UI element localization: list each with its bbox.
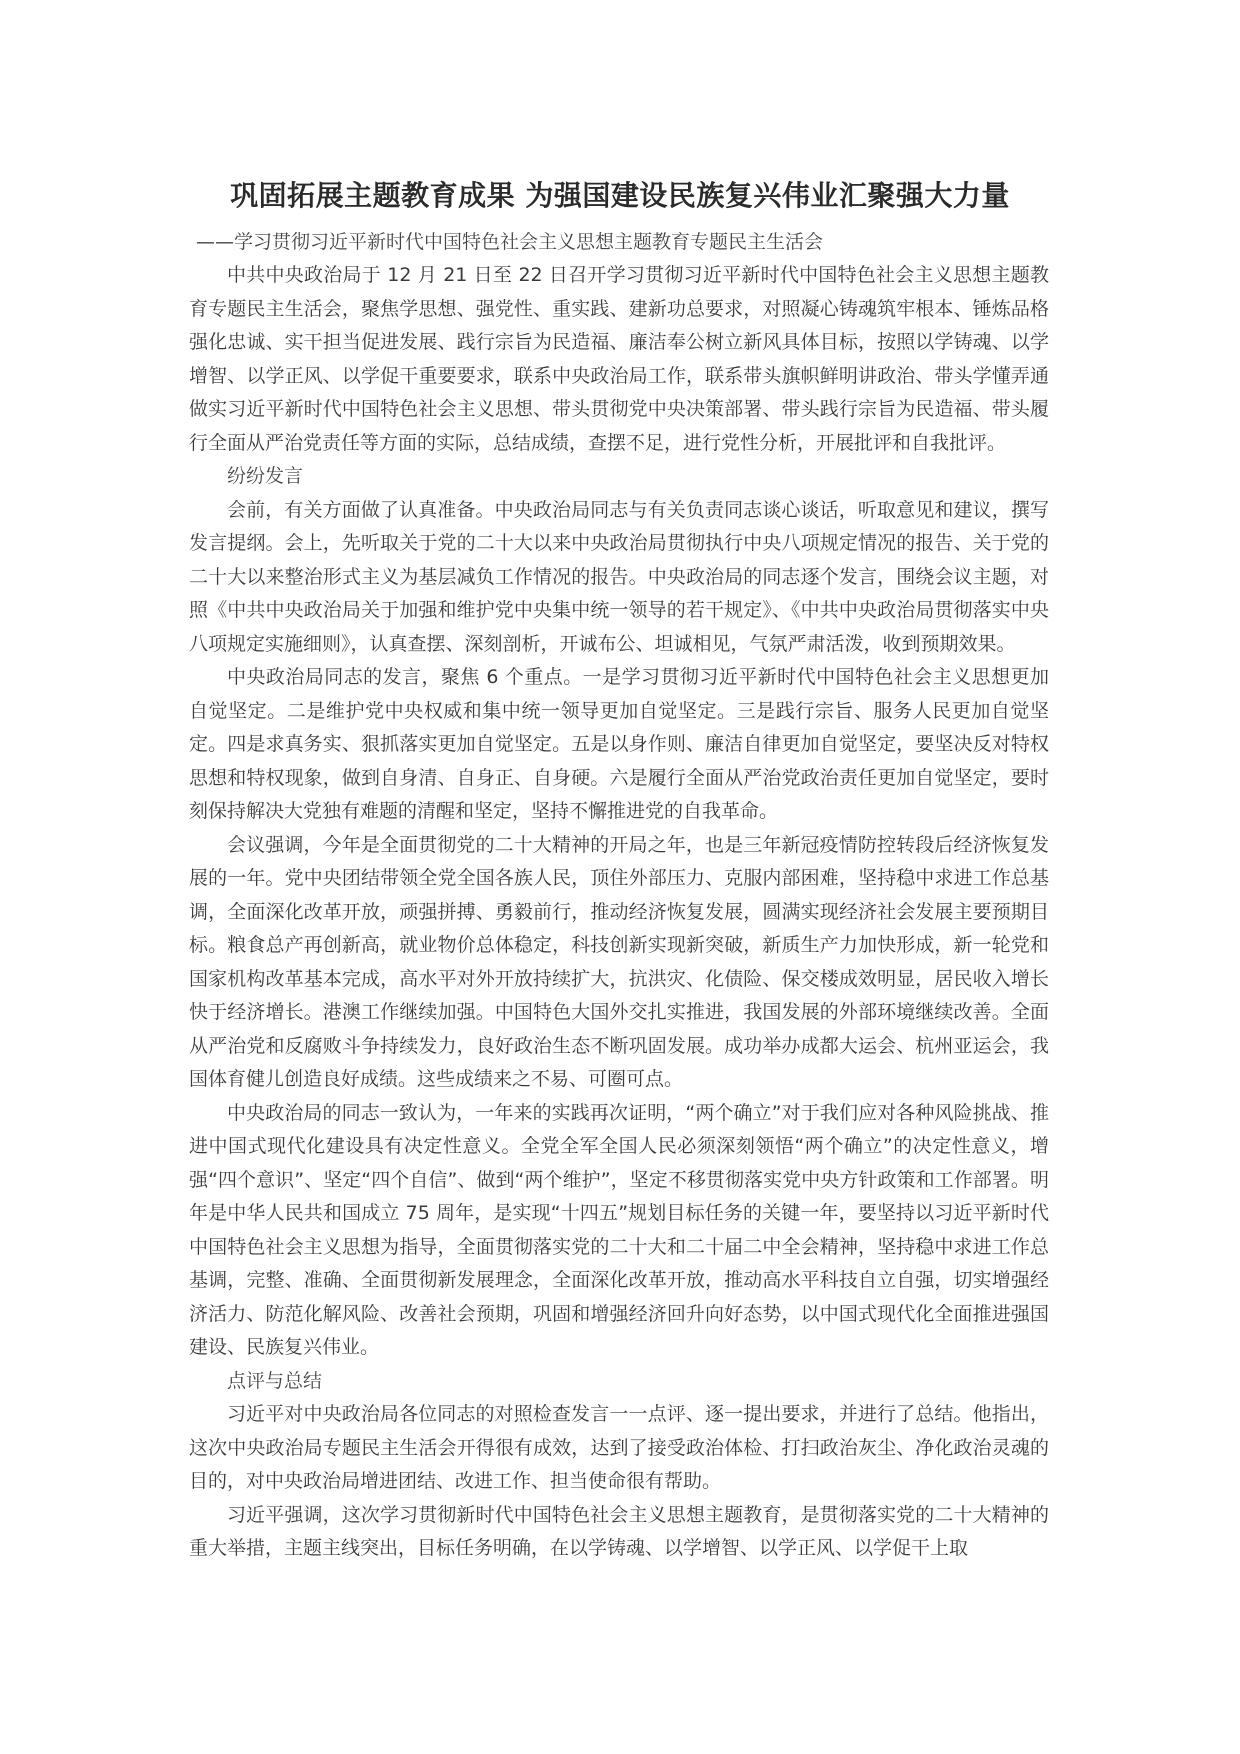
document-body	[189, 259, 1049, 1566]
paragraph: 会前，有关方面做了认真准备。中央政治局同志与有关负责同志谈心谈话，听取意见和建议，撰写发言提纲。会上，先听取关于党的二十大以来中央政治局贯彻执行中央八项规定情况的报告、关于党的二十大以来整治形式主义为基层减负工作情况的报告。中央政治局的同志逐个发言，围绕会议主题，对照《中共中央政治局关于加强和维护党中央集中统一领导的若干规定》、《中共中央政治局贯彻落实中央八项规定实施细则》，认真查摆、深刻剖析，开诚布公、坦诚相见，气氛严肃活泼，收到预期效果。	[189, 498, 1049, 655]
section-heading-review: 点评与总结	[227, 1369, 323, 1392]
paragraph: 会议强调，今年是全面贯彻党的二十大精神的开局之年，也是三年新冠疫情防控转段后经济恢复发展的一年。党中央团结带领全党全国各族人民，顶住外部压力、克服内部困难，坚持稳中求进工作总基调，全面深化改革开放，顽强拼搏、勇毅前行，推动经济恢复发展，圆满实现经济社会发展主要预期目标。粮食总产再创新高，就业物价总体稳定，科技创新实现新突破，新质生产力加快形成，新一轮党和国家机构改革基本完成，高水平对外开放持续扩大，抗洪灾、化债险、保交楼成效明显，居民收入增长快于经济增长。港澳工作继续加强。中国特色大国外交扎实推进，我国发展的外部环境继续改善。全面从严治党和反腐败斗争持续发力，良好政治生态不断巩固发展。成功举办成都大运会、杭州亚运会，我国体育健儿创造良好成绩。这些成绩来之不易、可圈可点。	[189, 833, 1049, 1090]
paragraph: 中共中央政治局于 12 月 21 日至 22 日召开学习贯彻习近平新时代中国特色社会主义思想主题教育专题民主生活会，聚焦学思想、强党性、重实践、建新功总要求，对照凝心铸魂筑牢根本、锤炼品格强化忠诚、实干担当促进发展、践行宗旨为民造福、廉洁奉公树立新风具体目标，按照以学铸魂、以学增智、以学正风、以学促干重要要求，联系中央政治局工作，联系带头旗帜鲜明讲政治、带头学懂弄通做实习近平新时代中国特色社会主义思想、带头贯彻党中央决策部署、带头践行宗旨为民造福、带头履行全面从严治党责任等方面的实际，总结成绩，查摆不足，进行党性分析，开展批评和自我批评。	[189, 264, 1049, 454]
paragraph: 习近平对中央政治局各位同志的对照检查发言一一点评、逐一提出要求，并进行了总结。他指出，这次中央政治局专题民主生活会开得很有成效，达到了接受政治体检、打扫政治灰尘、净化政治灵魂的目的，对中央政治局增进团结、改进工作、担当使命很有帮助。	[189, 1403, 1049, 1492]
section-heading-speeches: 纷纷发言	[227, 465, 304, 487]
paragraph: 习近平强调，这次学习贯彻新时代中国特色社会主义思想主题教育，是贯彻落实党的二十大精神的重大举措，主题主线突出，目标任务明确，在以学铸魂、以学增智、以学正风、以学促干上取	[189, 1503, 1049, 1559]
document-subtitle: ——学习贯彻习近平新时代中国特色社会主义思想主题教育专题民主生活会	[196, 231, 824, 253]
paragraph: 中央政治局同志的发言，聚焦 6 个重点。一是学习贯彻习近平新时代中国特色社会主义思想更加自觉坚定。二是维护党中央权威和集中统一领导更加自觉坚定。三是践行宗旨、服务人民更加自觉坚定。四是求真务实、狠抓落实更加自觉坚定。五是以身作则、廉洁自律更加自觉坚定，要坚决反对特权思想和特权现象，做到自身清、自身正、自身硬。六是履行全面从严治党政治责任更加自觉坚定，要时刻保持解决大党独有难题的清醒和坚定，坚持不懈推进党的自我革命。	[189, 666, 1049, 822]
document-title: 巩固拓展主题教育成果 为强国建设民族复兴伟业汇聚强大力量	[230, 179, 1010, 212]
paragraph: 中央政治局的同志一致认为，一年来的实践再次证明，“两个确立”对于我们应对各种风险挑战、推进中国式现代化建设具有决定性意义。全党全军全国人民必须深刻领悟“两个确立”的决定性意义，增强“四个意识”、坚定“四个自信”、做到“两个维护”，坚定不移贯彻落实党中央方针政策和工作部署。明年是中华人民共和国成立 75 周年，是实现“十四五”规划目标任务的关键一年，要坚持以习近平新时代中国特色社会主义思想为指导，全面贯彻落实党的二十大和二十届二中全会精神，坚持稳中求进工作总基调，完整、准确、全面贯彻新发展理念，全面深化改革开放，推动高水平科技自立自强，切实增强经济活力、防范化解风险、改善社会预期，巩固和增强经济回升向好态势，以中国式现代化全面推进强国建设、民族复兴伟业。	[189, 1101, 1049, 1358]
